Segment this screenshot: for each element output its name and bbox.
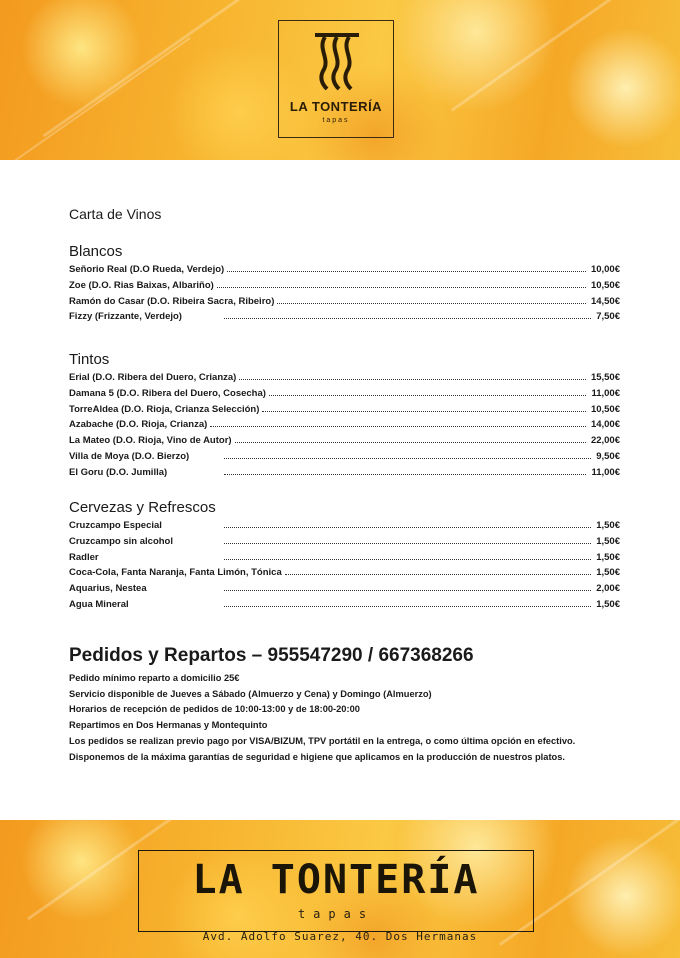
leader-dots <box>224 589 591 591</box>
item-price: 9,50€ <box>596 450 620 462</box>
leader-dots <box>269 394 587 396</box>
brand-logo <box>278 20 394 138</box>
item-price: 1,50€ <box>596 535 620 547</box>
orders-line: Horarios de recepción de pedidos de 10:00-13:00 y de 18:00-20:00 <box>69 704 360 715</box>
item-name: Señorio Real (D.O Rueda, Verdejo) <box>69 264 225 275</box>
footer-brand-name: LA TONTERÍA <box>192 857 480 903</box>
orders-line: Los pedidos se realizan previo pago por VISA/BIZUM, TPV portátil en la entrega, o como última opción en efectivo. <box>69 735 576 746</box>
item-name: El Goru (D.O. Jumilla) <box>69 466 168 478</box>
section-title: Tintos <box>69 351 110 368</box>
leader-dots <box>224 558 591 560</box>
item-name: Cruzcampo sin alcohol <box>69 535 173 547</box>
menu-item <box>69 536 620 552</box>
item-name: Damana 5 (D.O. Ribera del Duero, Cosecha) <box>69 387 266 399</box>
menu-item <box>69 520 620 536</box>
leader-dots <box>227 270 586 272</box>
item-name: Cruzcampo Especial <box>69 520 162 531</box>
leader-dots <box>285 573 591 575</box>
item-name: Coca-Cola, Fanta Naranja, Fanta Limón, Tónica <box>69 567 282 579</box>
item-price: 10,50€ <box>590 403 620 415</box>
footer-logo <box>138 850 534 932</box>
leader-dots <box>217 286 586 288</box>
orders-line: Repartimos en Dos Hermanas y Montequinto <box>69 720 268 731</box>
item-name: Ramón do Casar (D.O. Ribeira Sacra, Ribeiro) <box>69 295 275 307</box>
menu-item <box>69 583 620 599</box>
header-banner <box>0 0 680 160</box>
menu-item <box>69 264 620 280</box>
item-price: 10,00€ <box>590 264 620 275</box>
leader-dots <box>224 526 591 528</box>
item-name: La Mateo (D.O. Rioja, Vino de Autor) <box>69 435 232 447</box>
leader-dots <box>224 605 591 607</box>
item-name: Erial (D.O. Ribera del Duero, Crianza) <box>69 372 237 383</box>
item-price: 7,50€ <box>596 311 620 323</box>
section-title: Blancos <box>69 243 123 260</box>
item-name: Radler <box>69 551 99 563</box>
logo-subtitle: tapas <box>322 117 350 124</box>
logo-mark-icon <box>313 31 361 93</box>
item-price: 1,50€ <box>596 598 620 610</box>
menu-item <box>69 311 620 327</box>
item-name: Agua Mineral <box>69 598 129 610</box>
menu-item <box>69 467 620 483</box>
item-name: Zoe (D.O. Rias Baixas, Albariño) <box>69 279 214 291</box>
item-name: Azabache (D.O. Rioja, Crianza) <box>69 419 208 431</box>
item-name: Fizzy (Frizzante, Verdejo) <box>69 311 182 323</box>
menu-item <box>69 404 620 420</box>
section-blancos <box>69 243 620 327</box>
footer-address: Avd. Adolfo Suarez, 40. Dos Hermanas <box>202 930 478 943</box>
item-price: 11,00€ <box>591 466 620 478</box>
orders-info <box>69 645 629 765</box>
item-price: 1,50€ <box>596 520 620 531</box>
leader-dots <box>224 317 591 319</box>
menu-item <box>69 419 620 435</box>
footer-banner <box>0 820 680 958</box>
item-price: 11,00€ <box>591 387 620 399</box>
menu-item <box>69 280 620 296</box>
menu-item <box>69 388 620 404</box>
item-price: 2,00€ <box>596 583 620 595</box>
leader-dots <box>224 473 586 475</box>
item-price: 15,50€ <box>590 372 620 383</box>
menu-item <box>69 435 620 451</box>
menu-item <box>69 296 620 312</box>
item-price: 14,50€ <box>590 295 620 307</box>
leader-dots <box>224 457 591 459</box>
leader-dots <box>262 410 586 412</box>
orders-line: Pedido mínimo reparto a domicilio 25€ <box>69 673 240 683</box>
menu-item <box>69 567 620 583</box>
orders-heading: Pedidos y Repartos – 955547290 / 667368266 <box>69 645 474 666</box>
section-tintos <box>69 351 620 483</box>
menu-item <box>69 372 620 388</box>
section-cervezas <box>69 499 620 615</box>
logo-name: LA TONTERÍA <box>289 99 383 114</box>
item-name: Villa de Moya (D.O. Bierzo) <box>69 450 190 462</box>
item-price: 10,50€ <box>590 279 620 291</box>
leader-dots <box>224 542 591 544</box>
menu-item <box>69 552 620 568</box>
section-title: Cervezas y Refrescos <box>69 499 216 516</box>
orders-line: Servicio disponible de Jueves a Sábado (Almuerzo y Cena) y Domingo (Almuerzo) <box>69 688 432 699</box>
item-price: 1,50€ <box>596 551 620 563</box>
leader-dots <box>239 378 586 380</box>
item-name: Aquarius, Nestea <box>69 583 147 595</box>
leader-dots <box>210 425 586 427</box>
leader-dots <box>235 441 586 443</box>
menu-item <box>69 451 620 467</box>
menu-item <box>69 599 620 615</box>
footer-brand-subtitle: tapas <box>297 907 375 921</box>
item-price: 14,00€ <box>590 419 620 431</box>
menu-title: Carta de Vinos <box>69 206 162 222</box>
orders-line: Disponemos de la máxima garantías de seguridad e higiene que aplicamos en la producción de nuestros platos. <box>69 751 565 762</box>
leader-dots <box>277 302 586 304</box>
item-price: 22,00€ <box>590 435 620 447</box>
item-price: 1,50€ <box>596 567 620 579</box>
item-name: TorreAldea (D.O. Rioja, Crianza Selección) <box>69 403 260 415</box>
